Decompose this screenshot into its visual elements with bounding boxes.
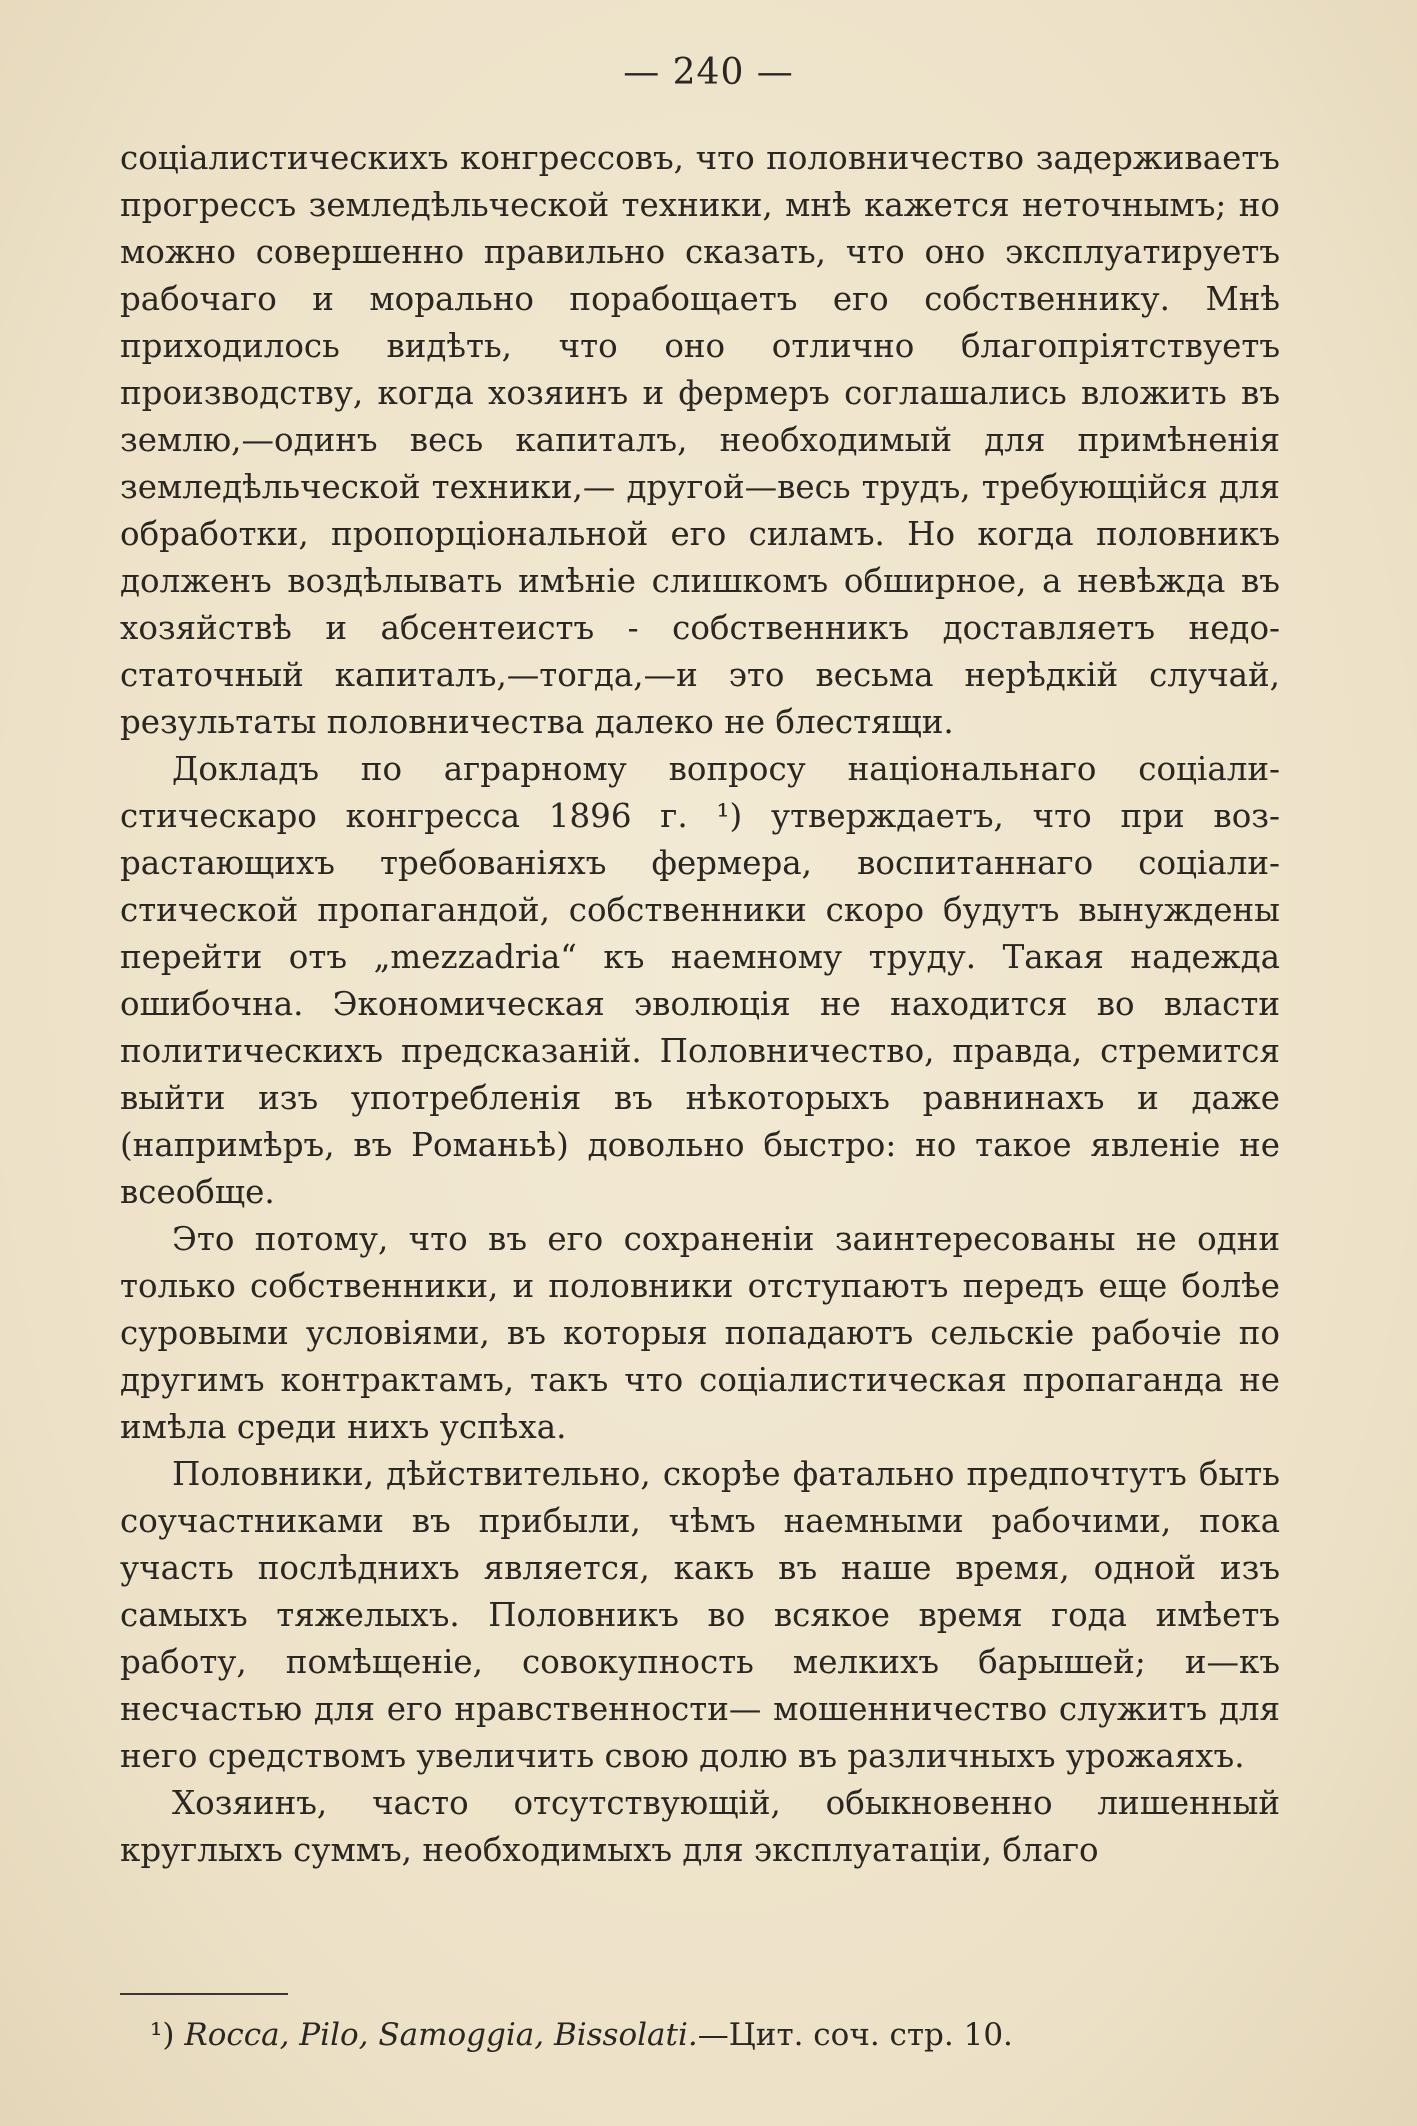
paragraph-1: соціалистическихъ конгрессовъ, что половничество задерживаетъ прогрессъ земледѣльческой техники, мнѣ кажется неточнымъ; но можно совершенно правильно сказать, что оно эксплуатируетъ рабочаго и морально порабощаетъ его собственнику. Мнѣ приходилось видѣть, что оно отлично благопріятствуетъ производству, когда хозяинъ и фермеръ соглашались вложить въ землю,—одинъ весь капиталъ, необходимый для примѣненія земледѣльческой техники,— другой—весь трудъ, требующійся для обработки, пропорціональной его силамъ. Но когда половникъ долженъ воздѣлывать имѣніе слишкомъ обширное, а невѣжда въ хозяйствѣ и абсентеистъ - собственникъ доставляетъ недостаточный капиталъ,—тогда,—и это весьма нерѣдкій случай, результаты половничества далеко не блестящи. [120,139,1280,741]
footnote [150,2015,1013,2055]
paragraph-5: Хозяинъ, часто отсутствующій, обыкновенно лишенный круглыхъ суммъ, необходимыхъ для эксплуатаціи, благо [120,1784,1280,1869]
footnote-divider [120,1993,288,1995]
paragraph-4: Половники, дѣйствительно, скорѣе фатально предпочтутъ быть соучастниками въ прибыли, чѣмъ наемными рабочими, пока участь послѣднихъ является, какъ въ наше время, одной изъ самыхъ тяжелыхъ. Половникъ во всякое время года имѣетъ работу, помѣщеніе, совокупность мелкихъ барышей; и—къ несчастью для его нравственности— мошенничество служитъ для него средствомъ увеличить свою долю въ различныхъ урожаяхъ. [120,1455,1280,1775]
page-number: — 240 — [623,52,794,93]
body-text [120,135,1280,1874]
footnote-citation: —Цит. соч. стр. 10. [697,2017,1013,2053]
paragraph-3: Это потому, что въ его сохраненіи заинтересованы не одни только собственники, и половники отступаютъ передъ еще болѣе суровыми условіями, въ которыя попадаютъ сельскіе рабочіе по другимъ контрактамъ, такъ что соціалистическая пропаганда не имѣла среди нихъ успѣха. [120,1220,1280,1446]
footnote-authors: Rocca, Pilo, Samoggia, Bissolati. [184,2017,698,2053]
paragraph-2: Докладъ по аграрному вопросу національнаго соціалистическаро конгресса 1896 г. ¹) утверждаетъ, что при возрастающихъ требованіяхъ фермера, воспитаннаго соціалистической пропагандой, собственники скоро будутъ вынуждены перейти отъ „mezzadria“ къ наемному труду. Такая надежда ошибочна. Экономическая эволюція не находится во власти политическихъ предсказаній. Половничество, правда, стремится выйти изъ употребленія въ нѣкоторыхъ равнинахъ и даже (напримѣръ, въ Романьѣ) довольно быстро: но такое явленіе не всеобще. [120,750,1280,1211]
footnote-marker: ¹) [150,2017,175,2053]
